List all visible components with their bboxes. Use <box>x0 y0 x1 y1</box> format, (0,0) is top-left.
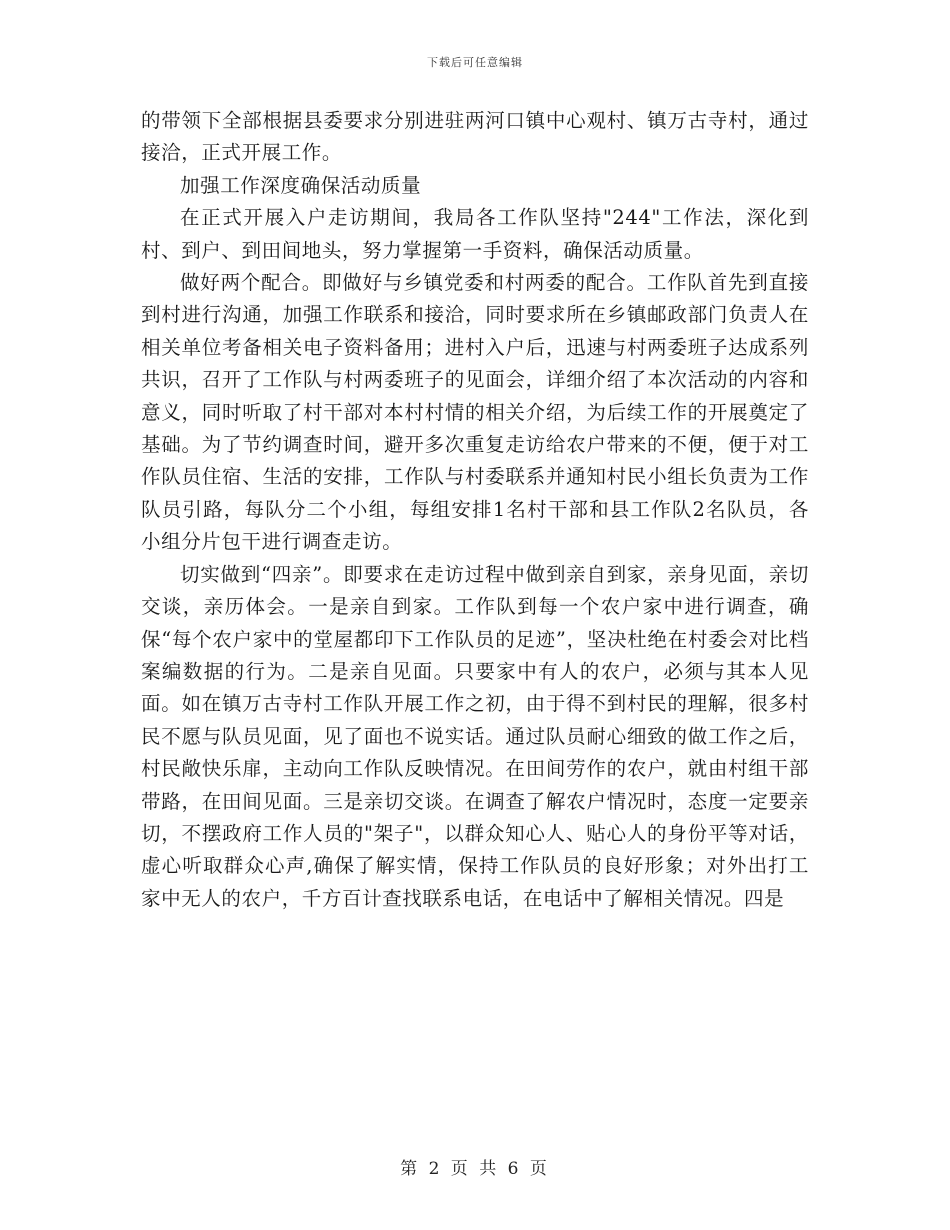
paragraph: 切实做到“四亲”。即要求在走访过程中做到亲自到家，亲身见面，亲切交谈，亲历体会。一是亲自到家。工作队到每一个农户家中进行调查，确保“每个农户家中的堂屋都印下工作队员的足迹”，坚决杜绝在村委会对比档案编数据的行为。二是亲自见面。只要家中有人的农户，必须与其本人见面。如在镇万古寺村工作队开展工作之初，由于得不到村民的理解，很多村民不愿与队员见面，见了面也不说实话。通过队员耐心细致的做工作之后，村民敞快乐扉，主动向工作队反映情况。在田间劳作的农户，就由村组干部带路，在田间见面。三是亲切交谈。在调查了解农户情况时，态度一定要亲切，不摆政府工作人员的"架子"，以群众知心人、贴心人的身份平等对话，虚心听取群众心声,确保了解实情，保持工作队员的良好形象；对外出打工家中无人的农户，千方百计查找联系电话，在电话中了解相关情况。四是 <box>141 562 809 910</box>
paragraph: 做好两个配合。即做好与乡镇党委和村两委的配合。工作队首先到直接到村进行沟通，加强工作联系和接洽，同时要求所在乡镇邮政部门负责人在相关单位考备相关电子资料备用；进村入户后，迅速与村两委班子达成系列共识，召开了工作队与村两委班子的见面会，详细介绍了本次活动的内容和意义，同时听取了村干部对本村村情的相关介绍，为后续工作的开展奠定了基础。为了节约调查时间，避开多次重复走访给农户带来的不便，便于对工作队员住宿、生活的安排，工作队与村委联系并通知村民小组长负责为工作队员引路，每队分二个小组，每组安排1名村干部和县工作队2名队员，各小组分片包干进行调查走访。 <box>141 271 809 554</box>
page-number: 第 2 页 共 6 页 <box>400 1159 550 1179</box>
document-body <box>141 105 809 915</box>
page-header-note: 下载后可任意编辑 <box>427 56 523 69</box>
paragraph: 在正式开展入户走访期间，我局各工作队坚持"244"工作法，深化到村、到户、到田间地头，努力掌握第一手资料，确保活动质量。 <box>141 206 809 262</box>
section-heading: 加强工作深度确保活动质量 <box>180 173 422 197</box>
paragraph-continuation: 的带领下全部根据县委要求分别进驻两河口镇中心观村、镇万古寺村，通过接洽，正式开展工作。 <box>141 109 809 165</box>
